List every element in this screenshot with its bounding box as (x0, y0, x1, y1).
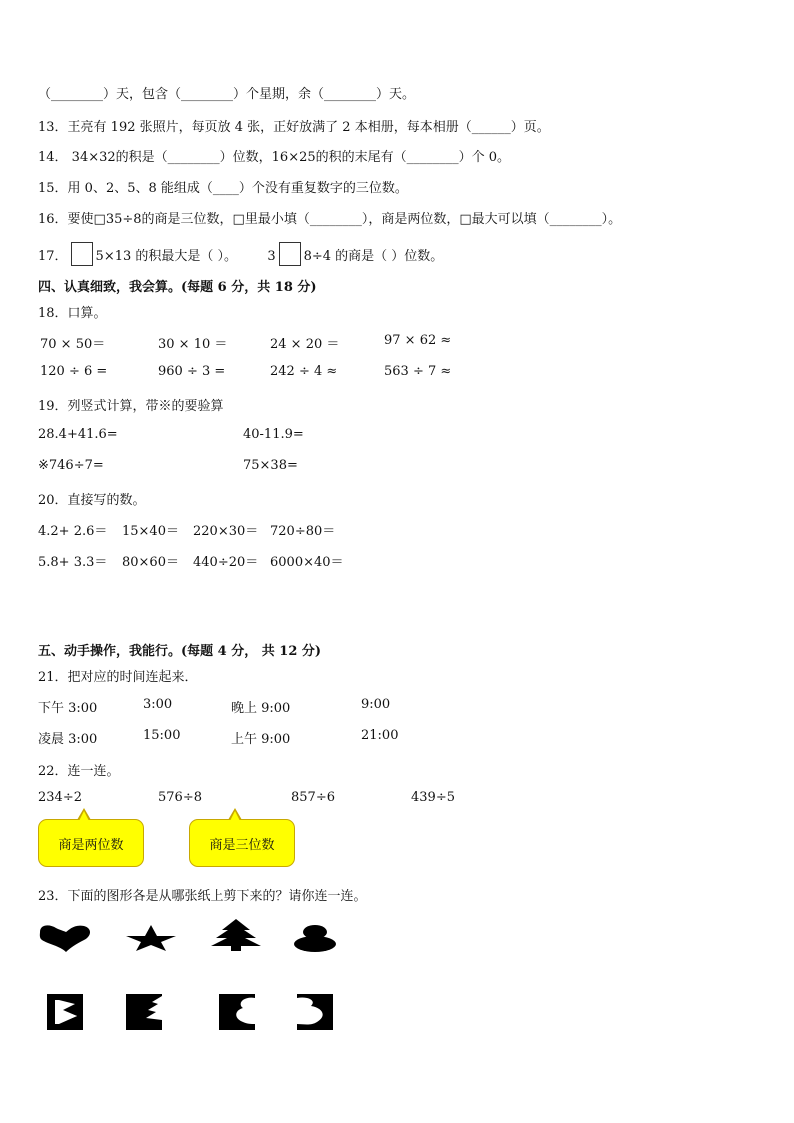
q18-item: 97 × 62 ≈ (384, 333, 452, 348)
q20-item: 5.8+ 3.3＝ (38, 555, 108, 570)
q17-part2-prefix: 3 (267, 249, 276, 264)
q21-item[interactable]: 凌晨 3:00 (38, 732, 98, 747)
q21-title: 21．把对应的时间连起来． (38, 670, 198, 685)
cut-paper-snowman[interactable] (297, 994, 333, 1030)
callout-three-digit[interactable] (189, 819, 295, 867)
cut-paper-tree[interactable] (126, 994, 162, 1030)
q20-item: 6000×40＝ (270, 555, 344, 570)
q18-item: 70 × 50＝ (40, 337, 106, 352)
q18-item: 242 ÷ 4 ≈ (270, 364, 338, 379)
snowman-icon[interactable] (292, 924, 338, 952)
q21-item[interactable]: 3:00 (143, 697, 173, 712)
cut-paper-heart[interactable] (219, 994, 255, 1030)
q17-part1: 5×13 的积最大是（ ）。 (95, 249, 238, 264)
section-5-heading: 五、动手操作，我能行。(每题 4 分， 共 12 分) (38, 644, 322, 659)
q21-item[interactable]: 9:00 (361, 697, 391, 712)
star-icon[interactable] (124, 924, 178, 952)
q21-item[interactable]: 晚上 9:00 (231, 701, 291, 716)
q18-item: 120 ÷ 6 = (40, 364, 108, 379)
q20-item: 15×40＝ (122, 524, 179, 539)
q21-item[interactable]: 21:00 (361, 728, 399, 743)
tree-icon[interactable] (209, 918, 263, 952)
q12-continuation: （________）天，包含（________）个星期，余（________）天。 (38, 87, 416, 102)
q19-title: 19．列竖式计算，带※的要验算 (38, 399, 224, 414)
question-15: 15．用 0、2、5、8 能组成（____）个没有重复数字的三位数。 (38, 181, 408, 196)
q17-number: 17． (38, 249, 68, 264)
q23-title: 23．下面的图形各是从哪张纸上剪下来的？请你连一连。 (38, 889, 367, 904)
q17-part2: 8÷4 的商是（ ）位数。 (303, 249, 444, 264)
q20-item: 220×30＝ (193, 524, 259, 539)
heart-icon[interactable] (38, 922, 92, 954)
q20-item: 440÷20＝ (193, 555, 259, 570)
answer-box[interactable] (279, 242, 301, 266)
callout-label: 商是三位数 (209, 837, 275, 853)
q19-item: ※746÷7= (38, 458, 104, 473)
q19-item: 40-11.9= (243, 427, 304, 442)
q22-item[interactable]: 439÷5 (411, 790, 455, 805)
q20-item: 4.2+ 2.6＝ (38, 524, 108, 539)
cut-paper-zigzag[interactable] (47, 994, 83, 1030)
q18-item: 30 × 10 ＝ (158, 337, 228, 352)
q19-item: 28.4+41.6= (38, 427, 118, 442)
callout-two-digit[interactable] (38, 819, 144, 867)
q18-item: 563 ÷ 7 ≈ (384, 364, 452, 379)
section-4-heading: 四、认真细致，我会算。(每题 6 分，共 18 分) (38, 280, 317, 295)
q22-title: 22．连一连。 (38, 764, 120, 779)
question-16: 16．要使□35÷8的商是三位数，□里最小填（________），商是两位数，□最大可以填（________）。 (38, 212, 622, 227)
q19-item: 75×38= (243, 458, 298, 473)
q20-item: 720÷80＝ (270, 524, 336, 539)
q22-item[interactable]: 576÷8 (158, 790, 202, 805)
q21-item[interactable]: 上午 9:00 (231, 732, 291, 747)
callout-label: 商是两位数 (58, 837, 124, 853)
q18-item: 24 × 20 ＝ (270, 337, 340, 352)
q21-item[interactable]: 15:00 (143, 728, 181, 743)
question-14: 14． 34×32的积是（________）位数，16×25的积的末尾有（________）个 0。 (38, 150, 511, 165)
q18-item: 960 ÷ 3 = (158, 364, 226, 379)
question-17 (38, 242, 443, 266)
q20-title: 20．直接写的数。 (38, 493, 146, 508)
q18-title: 18．口算。 (38, 306, 107, 321)
q22-item[interactable]: 857÷6 (291, 790, 335, 805)
question-13: 13．王亮有 192 张照片，每页放 4 张，正好放满了 2 本相册，每本相册（______）页。 (38, 120, 550, 135)
answer-box[interactable] (71, 242, 93, 266)
q21-item[interactable]: 下午 3:00 (38, 701, 98, 716)
q22-item[interactable]: 234÷2 (38, 790, 82, 805)
q20-item: 80×60＝ (122, 555, 179, 570)
